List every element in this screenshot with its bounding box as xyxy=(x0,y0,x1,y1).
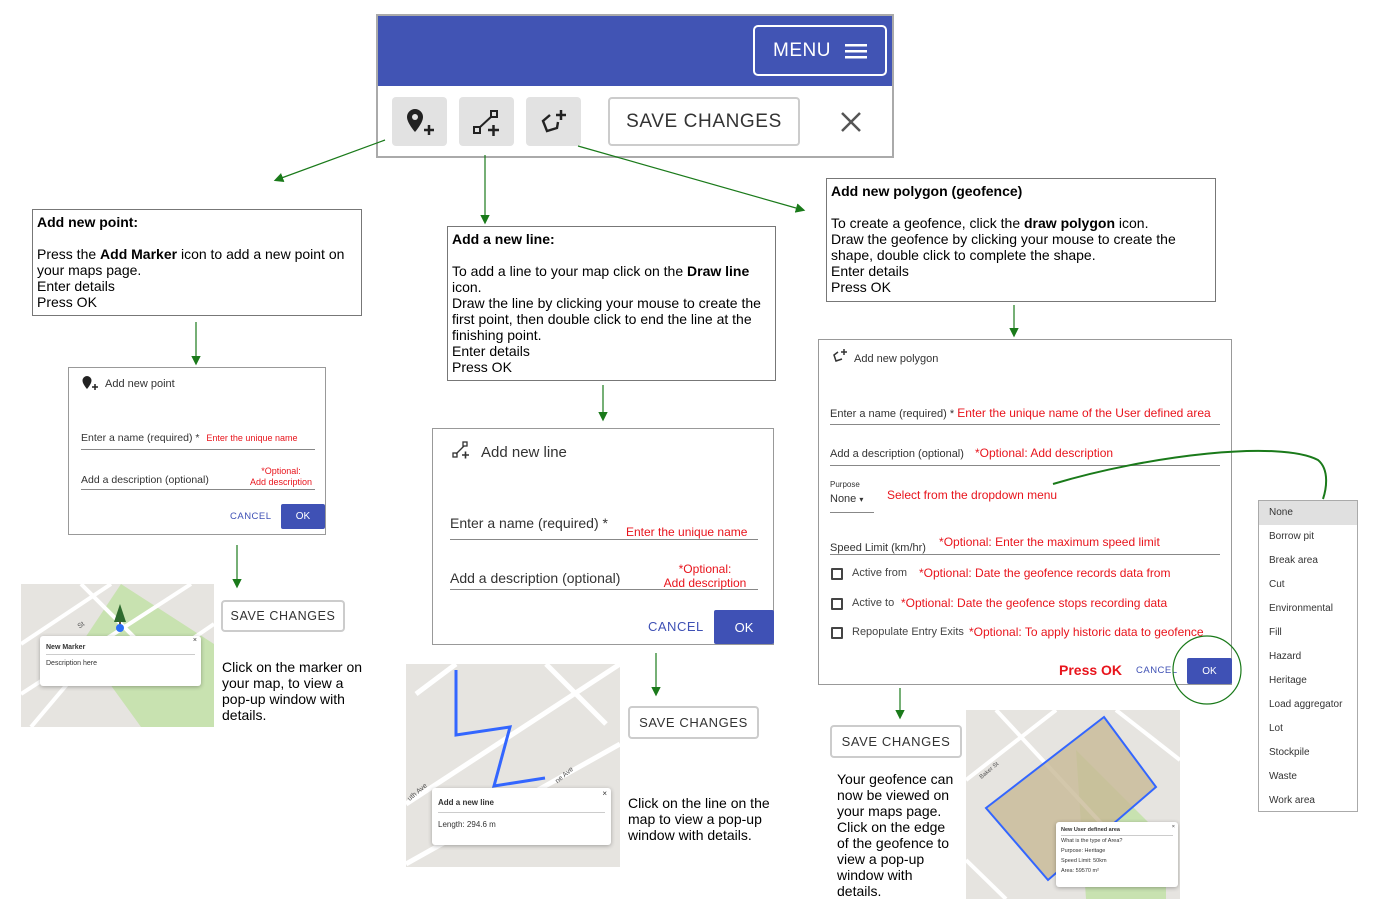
active-from-label: Active from xyxy=(852,567,908,579)
popup-close-icon[interactable]: × xyxy=(192,637,197,644)
line-map[interactable] xyxy=(406,664,620,867)
drawn-line xyxy=(456,670,545,786)
toolbar-header xyxy=(378,16,892,86)
street-label: ne Ave xyxy=(554,765,576,786)
dropdown-option[interactable]: Borrow pit xyxy=(1269,531,1315,542)
draw-polygon-icon xyxy=(832,348,848,364)
popup-title: Add a new line xyxy=(438,798,605,813)
draw-line-icon xyxy=(471,107,503,137)
dropdown-option[interactable]: Lot xyxy=(1269,723,1283,734)
dropdown-option[interactable]: Fill xyxy=(1269,627,1282,638)
add-point-dialog xyxy=(68,367,326,535)
repopulate-checkbox[interactable] xyxy=(831,627,843,639)
dropdown-option[interactable]: Heritage xyxy=(1269,675,1307,686)
line-info-step1: To add a line to your map click on the Draw line icon. xyxy=(452,263,750,295)
active-to-checkbox[interactable] xyxy=(831,598,843,610)
line-description-input[interactable]: Add a description (optional) *Optional: Add description xyxy=(450,562,758,590)
polygon-info-title: Add new polygon (geofence) xyxy=(831,183,1023,199)
save-changes-button[interactable]: SAVE CHANGES xyxy=(628,706,759,739)
dropdown-option[interactable]: Hazard xyxy=(1269,651,1302,662)
active-from-hint: *Optional: Date the geofence records data from xyxy=(919,566,1171,580)
repopulate-label: Repopulate Entry Exits xyxy=(852,626,964,638)
close-icon[interactable] xyxy=(840,111,862,133)
popup-title: New User defined area xyxy=(1061,825,1173,836)
line-info-step2: Draw the line by clicking your mouse to create the first point, then double click to end the line at the finishing point. xyxy=(452,295,761,343)
add-polygon-dialog xyxy=(818,339,1232,685)
polygon-info-step2: Draw the geofence by clicking your mouse to create the shape, double click to complete the shape. xyxy=(831,231,1176,263)
point-info-title: Add new point: xyxy=(37,214,139,230)
popup-close-icon[interactable]: × xyxy=(1171,824,1175,830)
arrow xyxy=(276,140,385,180)
save-changes-button[interactable]: SAVE CHANGES xyxy=(221,600,345,632)
street-label: uth Ave xyxy=(406,782,429,803)
popup-question: What is the type of Area? xyxy=(1061,838,1123,844)
popup-area: Area: 59570 m² xyxy=(1061,868,1099,874)
map-toolbar xyxy=(376,14,894,158)
add-marker-icon xyxy=(82,375,100,391)
dialog-title: Add new line xyxy=(481,444,567,461)
point-info-step3: Press OK xyxy=(37,294,97,310)
popup-close-icon[interactable]: × xyxy=(602,789,607,798)
ok-button[interactable]: OK xyxy=(714,610,774,644)
marker-popup xyxy=(40,636,201,686)
dropdown-option[interactable]: Environmental xyxy=(1269,603,1333,614)
line-info-box xyxy=(447,226,776,381)
add-line-dialog xyxy=(432,428,774,645)
polygon-info-box xyxy=(826,178,1216,302)
polygon-info-step3: Enter details xyxy=(831,263,909,279)
purpose-select[interactable]: None ▾ xyxy=(830,493,874,513)
draw-polygon-icon xyxy=(538,107,570,137)
active-to-label: Active to xyxy=(852,597,895,609)
menu-icon xyxy=(845,43,867,59)
popup-title: New Marker xyxy=(46,644,195,655)
add-marker-button[interactable] xyxy=(392,97,447,146)
street-label: St xyxy=(76,620,87,631)
line-caption: Click on the line on the map to view a pop-up window with details. xyxy=(628,795,770,843)
purpose-label: Purpose xyxy=(830,480,860,489)
dialog-title: Add new point xyxy=(105,378,175,390)
line-popup xyxy=(432,788,611,845)
polygon-popup xyxy=(1056,822,1178,887)
dropdown-option[interactable]: Work area xyxy=(1269,795,1315,806)
popup-purpose: Purpose: Heritage xyxy=(1061,848,1106,854)
dropdown-option[interactable]: Waste xyxy=(1269,771,1297,782)
press-ok-note: Press OK xyxy=(1059,662,1123,678)
line-name-input[interactable]: Enter a name (required) * Enter the unique name xyxy=(450,515,758,540)
dropdown-option[interactable]: None xyxy=(1259,501,1357,525)
point-map[interactable] xyxy=(21,584,214,727)
purpose-dropdown-list xyxy=(1258,500,1358,812)
point-info-step2: Enter details xyxy=(37,278,115,294)
dropdown-option[interactable]: Stockpile xyxy=(1269,747,1310,758)
line-info-title: Add a new line: xyxy=(452,231,555,247)
popup-body: Description here xyxy=(46,660,97,667)
point-description-input[interactable]: Add a description (optional) *Optional: Add description xyxy=(81,466,315,490)
cancel-button[interactable]: CANCEL xyxy=(1136,665,1178,676)
popup-body: Length: 294.6 m xyxy=(438,820,496,829)
point-caption: Click on the marker on your map, to view a pop-up window with details. xyxy=(222,659,363,723)
polygon-caption: Your geofence can now be viewed on your maps page. Click on the edge of the geofence to view a pop-up window with details. xyxy=(837,771,954,899)
popup-speed: Speed Limit: 50km xyxy=(1061,858,1107,864)
active-to-hint: *Optional: Date the geofence stops recording data xyxy=(901,596,1168,610)
purpose-hint: Select from the dropdown menu xyxy=(887,488,1058,502)
active-from-checkbox[interactable] xyxy=(831,568,843,580)
speed-limit-input[interactable]: Speed Limit (km/hr) *Optional: Enter the maximum speed limit xyxy=(830,535,1220,555)
street-label: Baker St xyxy=(978,761,1001,781)
dropdown-option[interactable]: Cut xyxy=(1269,579,1285,590)
save-changes-button[interactable]: SAVE CHANGES xyxy=(608,97,800,146)
draw-line-button[interactable] xyxy=(459,97,514,146)
point-info-box xyxy=(32,209,362,316)
save-changes-button[interactable]: SAVE CHANGES xyxy=(830,725,962,758)
cancel-button[interactable]: CANCEL xyxy=(648,619,704,634)
line-info-step3: Enter details xyxy=(452,343,530,359)
add-marker-icon xyxy=(404,107,436,137)
repopulate-hint: *Optional: To apply historic data to geofence xyxy=(969,625,1204,639)
dropdown-option[interactable]: Break area xyxy=(1269,555,1318,566)
polygon-map[interactable] xyxy=(966,710,1180,899)
polygon-info-step4: Press OK xyxy=(831,279,891,295)
draw-line-icon xyxy=(452,441,472,459)
polygon-name-input[interactable]: Enter a name (required) * Enter the unique name of the User defined area xyxy=(830,406,1220,425)
line-info-step4: Press OK xyxy=(452,359,512,375)
ok-button[interactable]: OK xyxy=(281,504,325,529)
menu-button[interactable] xyxy=(753,25,887,76)
point-info-step1: Press the Add Marker icon to add a new point on your maps page. xyxy=(37,246,345,278)
tree-marker-icon[interactable] xyxy=(113,604,127,632)
menu-label: MENU xyxy=(773,39,831,61)
cancel-button[interactable]: CANCEL xyxy=(230,511,272,522)
draw-polygon-button[interactable] xyxy=(526,97,581,146)
polygon-info-step1: To create a geofence, click the draw polygon icon. xyxy=(831,215,1149,231)
ok-button[interactable]: OK xyxy=(1187,658,1232,684)
polygon-description-input[interactable]: Add a description (optional) *Optional: Add description xyxy=(830,446,1220,466)
dropdown-option[interactable]: Load aggregator xyxy=(1269,699,1343,710)
point-name-input[interactable]: Enter a name (required) * Enter the unique name xyxy=(81,432,315,450)
dialog-title: Add new polygon xyxy=(854,353,939,365)
